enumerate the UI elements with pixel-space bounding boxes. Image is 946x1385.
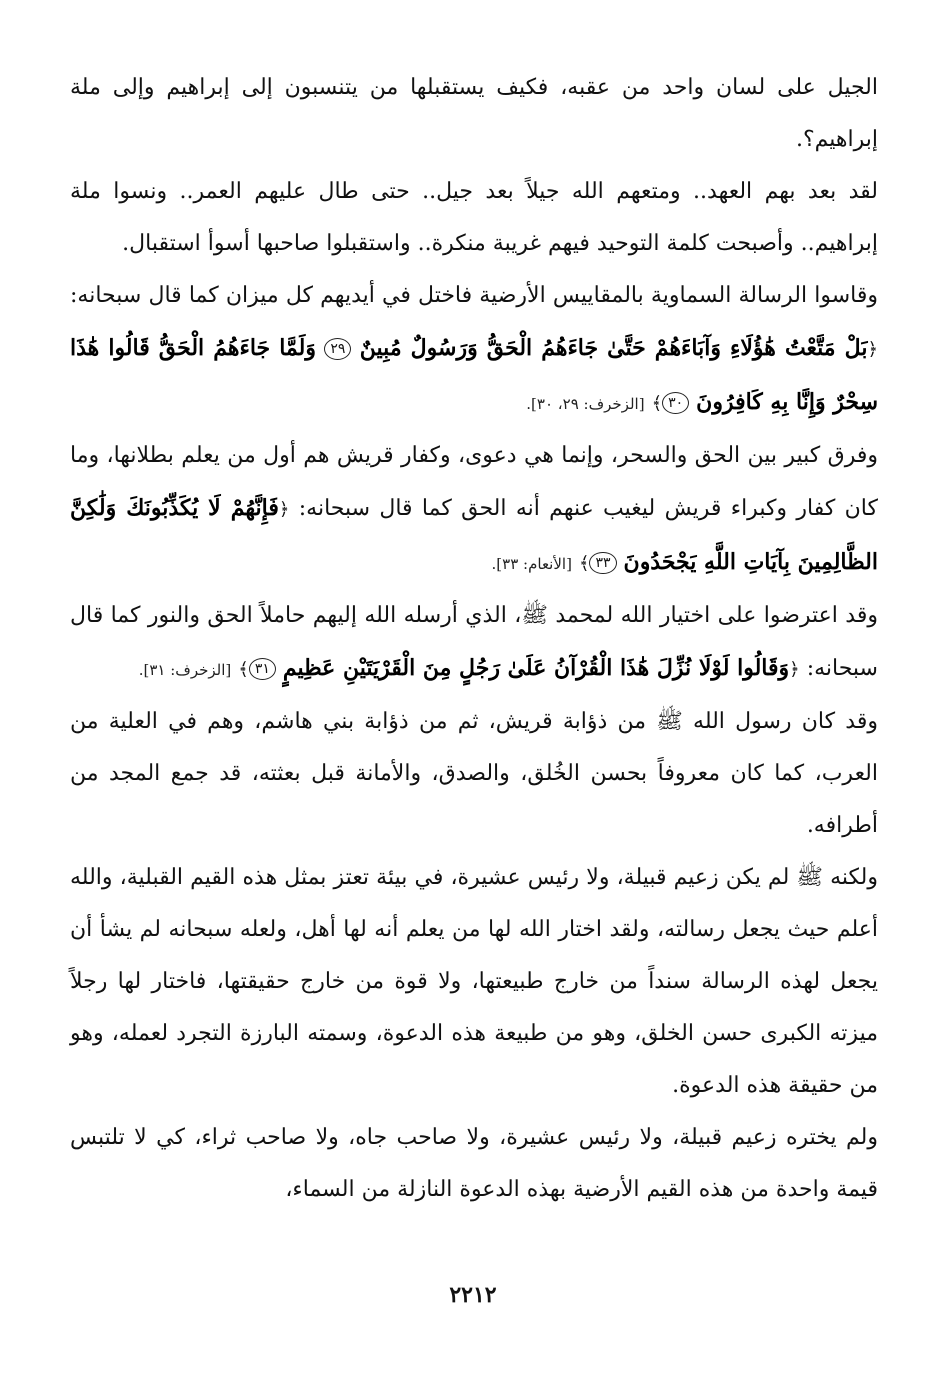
quran-verse: فَإِنَّهُمْ لَا يُكَذِّبُونَكَ وَلَٰكِنَّ الظَّالِمِينَ بِآيَاتِ اللَّهِ يَجْحَدُونَ [70, 495, 878, 575]
paragraph-text: الجيل على لسان واحد من عقبه، فكيف يستقبلها من يتنسبون إلى إبراهيم وإلى ملة إبراهيم؟. [70, 75, 878, 152]
ayah-number-badge: ٢٩ [324, 338, 351, 360]
page-body [70, 62, 878, 1216]
paragraph-7 [70, 852, 878, 1112]
quran-close-bracket: ﴾ [578, 553, 590, 574]
quran-verse: بَلْ مَتَّعْتُ هَٰؤُلَاءِ وَآبَاءَهُمْ حَتَّىٰ جَاءَهُمُ الْحَقُّ وَرَسُولٌ مُبِينٌ [359, 335, 868, 361]
ayah-number-badge: ٣٠ [662, 392, 689, 414]
page-number: ٢٢١٢ [449, 1282, 497, 1308]
quran-open-bracket: ﴿ [867, 339, 878, 360]
paragraph-1 [70, 62, 878, 166]
paragraph-2 [70, 166, 878, 270]
ayah-number-badge: ٣٣ [589, 552, 616, 574]
quran-open-bracket: ﴿ [278, 499, 290, 520]
paragraph-text: ولم يختره زعيم قبيلة، ولا رئيس عشيرة، ولا صاحب جاه، ولا صاحب ثراء، كي لا تلتبس قيمة واحدة من هذه القيم الأرضية بهذه الدعوة النازلة من السماء، [70, 1125, 878, 1202]
paragraph-intro: وقد اعترضوا على اختيار الله لمحمد ﷺ، الذي أرسله الله إليهم حاملاً الحق والنور كما قال سبحانه: [70, 603, 878, 681]
paragraph-4 [70, 430, 878, 590]
paragraph-text: لقد بعد بهم العهد.. ومتعهم الله جيلاً بعد جيل.. حتى طال عليهم العمر.. ونسوا ملة إبراهيم.. وأصبحت كلمة التوحيد فيهم غريبة منكرة.. واستقبلوا صاحبها أسوأ استقبال. [70, 179, 878, 256]
verse-reference: [الزخرف: ٢٩، ٣٠]. [526, 395, 645, 413]
paragraph-intro: وقاسوا الرسالة السماوية بالمقاييس الأرضية فاختل في أيديهم كل ميزان كما قال سبحانه: [70, 283, 878, 308]
quran-close-bracket: ﴾ [651, 393, 663, 414]
paragraph-8 [70, 1112, 878, 1216]
quran-verse: وَقَالُوا لَوْلَا نُزِّلَ هَٰذَا الْقُرْآنُ عَلَىٰ رَجُلٍ مِنَ الْقَرْيَتَيْنِ عَظِيمٍ [282, 655, 790, 681]
paragraph-text: ولكنه ﷺ لم يكن زعيم قبيلة، ولا رئيس عشيرة، في بيئة تعتز بمثل هذه القيم القبلية، والله أعلم حيث يجعل رسالته، ولقد اختار الله لها من يعلم أنه لها أهل، ولعله سبحانه لم يشأ أن يجعل لهذه الرسالة سنداً من خارج طبيعتها، ولا قوة من خارج حقيقتها، فاختار لها رجلاً ميزته الكبرى حسن الخلق، وهو من طبيعة هذه الدعوة، وسمته البارزة التجرد لعمله، وهو من حقيقة هذه الدعوة. [70, 865, 878, 1098]
paragraph-text: وقد كان رسول الله ﷺ من ذؤابة قريش، ثم من ذؤابة بني هاشم، وهم في العلية من العرب، كما كان معروفاً بحسن الخُلق، والصدق، والأمانة قبل بعثته، قد جمع المجد من أطرافه. [70, 709, 878, 838]
verse-reference: [الزخرف: ٣١]. [138, 661, 232, 679]
paragraph-6 [70, 696, 878, 852]
quran-close-bracket: ﴾ [238, 659, 249, 680]
verse-reference: [الأنعام: ٣٣]. [491, 555, 572, 573]
ayah-number-badge: ٣١ [249, 658, 276, 680]
paragraph-5 [70, 590, 878, 696]
paragraph-intro: وفرق كبير بين الحق والسحر، وإنما هي دعوى، وكفار قريش هم أول من يعلم بطلانها، وما كان كفار وكبراء قريش ليغيب عنهم أنه الحق كما قال سبحانه: [70, 443, 878, 521]
quran-open-bracket: ﴿ [789, 659, 800, 680]
paragraph-3 [70, 270, 878, 430]
quran-verse: وَلَمَّا جَاءَهُمُ الْحَقُّ قَالُوا هَٰذَا سِحْرٌ وَإِنَّا بِهِ كَافِرُونَ [70, 335, 878, 415]
